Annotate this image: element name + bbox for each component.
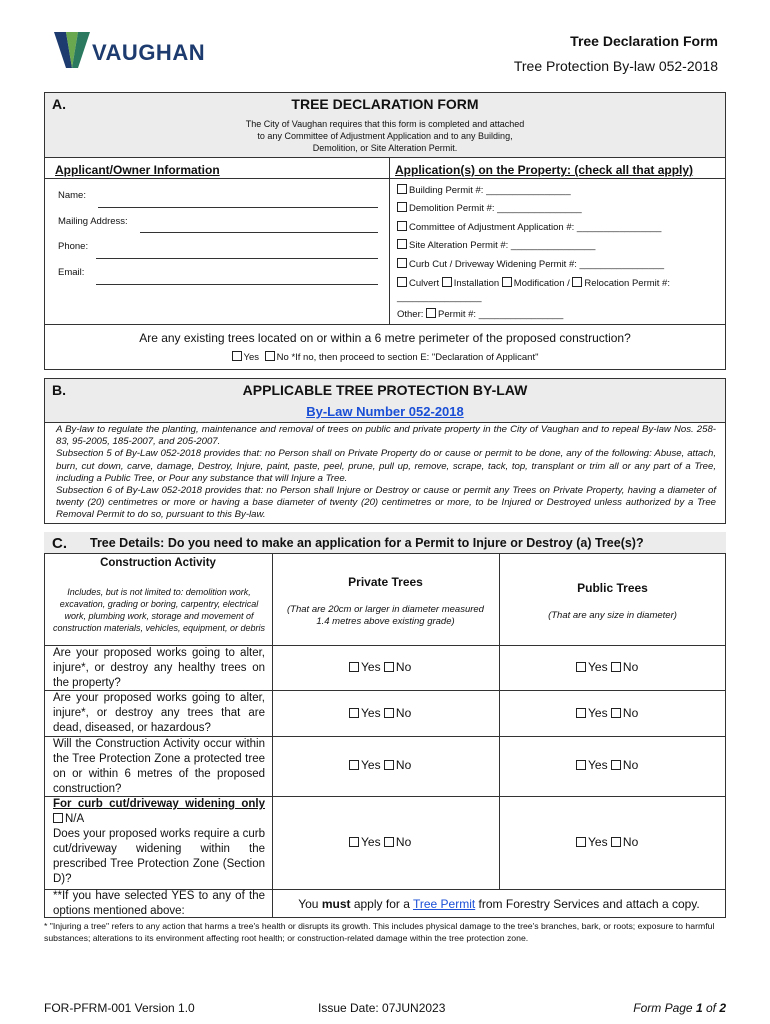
section-a-letter: A. [52, 96, 66, 112]
na-label: N/A [65, 813, 85, 825]
yes-checkbox[interactable] [349, 760, 359, 770]
tree-permit-link[interactable]: Tree Permit [412, 897, 476, 911]
public-yes-no [576, 660, 638, 674]
no-label: No [622, 660, 639, 674]
checkbox[interactable] [502, 277, 512, 287]
app-committee-label: Committee of Adjustment Application #: ________________ [409, 222, 662, 233]
bylaw-text [56, 424, 716, 522]
no-label: No [395, 835, 412, 849]
curb-only-heading: For curb cut/driveway widening only [53, 798, 265, 810]
answer-must: must [321, 897, 351, 911]
answer-text: You [298, 897, 322, 911]
no-checkbox[interactable] [611, 708, 621, 718]
app-curb-cut[interactable] [397, 258, 664, 270]
section-a-body [44, 157, 726, 325]
no-checkbox[interactable] [384, 662, 394, 672]
yes-checkbox[interactable] [349, 837, 359, 847]
col-construction-note: Includes, but is not limited to: demolition work, excavation, grading or boring, carpentry, electrical work, plumbing work, storage and movement of construction materials, vehicles, equipment, or debris [52, 587, 266, 633]
row-question: Are your proposed works going to alter, injure*, or destroy any trees that are dead, diseased, or hazardous? [53, 692, 265, 734]
intro-line-1: The City of Vaughan requires that this form is completed and attached [245, 119, 525, 129]
no-checkbox[interactable] [384, 760, 394, 770]
no-checkbox[interactable] [265, 351, 275, 361]
app-building[interactable] [397, 184, 571, 196]
no-label: No [395, 660, 412, 674]
no-checkbox[interactable] [611, 760, 621, 770]
form-title: Tree Declaration Form [570, 33, 718, 49]
app-site-alteration[interactable] [397, 239, 595, 251]
intro-line-2: to any Committee of Adjustment Application and to any Building, [257, 131, 513, 141]
checkbox[interactable] [426, 308, 436, 318]
col-public-heading: Public Trees [577, 581, 648, 595]
other-label: Other: [397, 309, 424, 320]
app-building-label: Building Permit #: ________________ [409, 185, 571, 196]
yes-label: Yes [588, 835, 608, 849]
col-divider-2 [499, 554, 500, 890]
no-label: No [622, 758, 639, 772]
applicant-heading: Applicant/Owner Information [55, 163, 220, 177]
col-construction-heading: Construction Activity [100, 557, 216, 569]
yes-label: Yes [588, 660, 608, 674]
private-yes-no [349, 835, 411, 849]
column-divider [389, 157, 390, 325]
app-culvert-line[interactable]: ________________ [397, 292, 482, 303]
section-a-title: TREE DECLARATION FORM [291, 96, 479, 112]
yes-checkbox[interactable] [349, 662, 359, 672]
private-yes-no [349, 706, 411, 720]
name-field[interactable] [98, 207, 378, 208]
form-subtitle: Tree Protection By-law 052-2018 [513, 58, 718, 74]
answer-text: from Forestry Services and attach a copy. [475, 897, 700, 911]
checkbox[interactable] [397, 184, 407, 194]
yes-label: Yes [588, 706, 608, 720]
bylaw-link-wrap [44, 403, 726, 421]
final-question: **If you have selected YES to any of the options mentioned above: [53, 890, 265, 917]
page-total: 2 [719, 1001, 726, 1015]
installation-label: Installation [453, 278, 500, 289]
section-c-title: Tree Details: Do you need to make an application for a Permit to Injure or Destroy (a) Tree(s)? [90, 536, 644, 550]
answer-text: apply for a [350, 897, 413, 911]
no-checkbox[interactable] [384, 708, 394, 718]
row-question: Are your proposed works going to alter, injure*, or destroy any healthy trees on the property? [53, 647, 265, 689]
col-private-heading: Private Trees [348, 575, 423, 589]
culvert-label: Culvert [409, 278, 440, 289]
relocation-label: Relocation Permit #: [584, 278, 670, 289]
checkbox[interactable] [397, 221, 407, 231]
private-yes-no [349, 660, 411, 674]
curb-question: Does your proposed works require a curb cut/driveway widening within the prescribed Tree Protection Zone (Section D)? [53, 828, 265, 885]
no-checkbox[interactable] [611, 837, 621, 847]
page-of: of [702, 1001, 720, 1015]
applications-heading: Application(s) on the Property: (check all that apply) [395, 163, 694, 177]
col-public-note: (That are any size in diameter) [548, 610, 677, 621]
app-other[interactable] [397, 308, 563, 320]
public-yes-no [576, 758, 638, 772]
name-label: Name: [58, 190, 86, 201]
other-permit-label: Permit #: ________________ [438, 309, 564, 320]
footer-issue-date: Issue Date: 07JUN2023 [318, 1001, 446, 1015]
yes-label: Yes [361, 758, 381, 772]
bylaw-paragraph-2: Subsection 5 of By-Law 052-2018 provides that: no Person shall on Private Property do or cause or permit to be done, any of the following: Abuse, attach, burn, cut down, carve, damage, Destroy, Injure, paint, paste, peel, prune, pull up, remove, scrape, tack, top, transplant or trim all or any part of a Tree, including a Public Tree, or Pour any substance that will Injure a Tree. [56, 448, 716, 484]
section-b-title: APPLICABLE TREE PROTECTION BY-LAW [242, 382, 528, 398]
footer-page [633, 1001, 726, 1015]
yes-label: Yes [588, 758, 608, 772]
trees-question-options [44, 351, 726, 363]
checkbox[interactable] [397, 258, 407, 268]
checkbox[interactable] [572, 277, 582, 287]
final-answer [272, 897, 726, 911]
section-b-letter: B. [52, 382, 66, 398]
app-culvert[interactable] [397, 277, 670, 289]
yes-label: Yes [361, 660, 381, 674]
yes-label: Yes [243, 352, 260, 363]
no-label: No [622, 706, 639, 720]
yes-checkbox[interactable] [576, 662, 586, 672]
na-checkbox[interactable] [53, 813, 63, 823]
app-committee[interactable] [397, 221, 661, 233]
checkbox[interactable] [442, 277, 452, 287]
phone-field[interactable] [96, 258, 378, 259]
page-prefix: Form Page [633, 1001, 696, 1015]
yes-checkbox[interactable] [349, 708, 359, 718]
checkbox[interactable] [397, 277, 407, 287]
no-checkbox[interactable] [384, 837, 394, 847]
row-question-curb [53, 797, 265, 887]
yes-checkbox[interactable] [232, 351, 242, 361]
modification-label: Modification / [513, 278, 570, 289]
bylaw-link[interactable]: By-Law Number 052-2018 [306, 404, 464, 419]
no-label: No [395, 758, 412, 772]
mailing-label: Mailing Address: [58, 216, 128, 227]
app-demolition-label: Demolition Permit #: ________________ [409, 203, 582, 214]
section-c-letter: C. [52, 535, 67, 552]
public-yes-no [576, 835, 638, 849]
app-site-label: Site Alteration Permit #: ________________ [409, 240, 596, 251]
page-number: 1 [695, 1001, 703, 1015]
phone-label: Phone: [58, 241, 89, 252]
intro-line-3: Demolition, or Site Alteration Permit. [312, 143, 458, 153]
section-a-intro [44, 118, 726, 154]
trees-question: Are any existing trees located on or within a 6 metre perimeter of the proposed construction? [139, 331, 631, 345]
bylaw-paragraph-1: A By-law to regulate the planting, maintenance and removal of trees on public and private property in the City of Vaughan and to repeal By-law Nos. 258-83, 95-2005, 185-2007, and 205-2007. [56, 424, 716, 448]
no-label: No [395, 706, 412, 720]
no-label: No [622, 835, 639, 849]
email-field[interactable] [96, 284, 378, 285]
yes-checkbox[interactable] [576, 837, 586, 847]
col-private-note: (That are 20cm or larger in diameter measured 1.4 metres above existing grade) [287, 604, 484, 627]
checkbox[interactable] [397, 202, 407, 212]
checkbox[interactable] [397, 239, 407, 249]
yes-label: Yes [361, 706, 381, 720]
private-yes-no [349, 758, 411, 772]
email-label: Email: [58, 267, 85, 278]
row-question: Will the Construction Activity occur within the Tree Protection Zone a protected tree on or within 6 metres of the proposed construction? [53, 738, 265, 795]
vaughan-logo [52, 28, 206, 76]
no-label: No *If no, then proceed to section E: "Declaration of Applicant" [276, 352, 539, 363]
app-curb-label: Curb Cut / Driveway Widening Permit #: ________________ [409, 259, 665, 270]
logo-mark-icon [52, 28, 92, 74]
bylaw-paragraph-3: Subsection 6 of By-Law 052-2018 provides that: no Person shall Injure or Destroy or cause or permit any Trees on Private Property, having a diameter of twenty (20) centimetres or more or having a base diameter of twenty (20) centimetres or more, to be Injured or Destroyed unless authorized by a Tree Removal Permit to do so, pursuant to this By-law. [56, 485, 716, 521]
footer-form-id: FOR-PFRM-001 Version 1.0 [44, 1001, 195, 1015]
yes-checkbox[interactable] [576, 760, 586, 770]
heading-divider [44, 178, 726, 179]
logo-text: VAUGHAN [92, 40, 206, 65]
mailing-field[interactable] [140, 232, 378, 233]
no-checkbox[interactable] [611, 662, 621, 672]
footnote: * "Injuring a tree" refers to any action that harms a tree's health or disrupts its growth. This includes physical damage to the tree's branches, bark, or roots; exposure to harmful substances; alterations to its environment affecting root health; or construction-related damage within the tree protection zone. [44, 921, 715, 943]
yes-label: Yes [361, 835, 381, 849]
app-demolition[interactable] [397, 202, 582, 214]
yes-checkbox[interactable] [576, 708, 586, 718]
public-yes-no [576, 706, 638, 720]
